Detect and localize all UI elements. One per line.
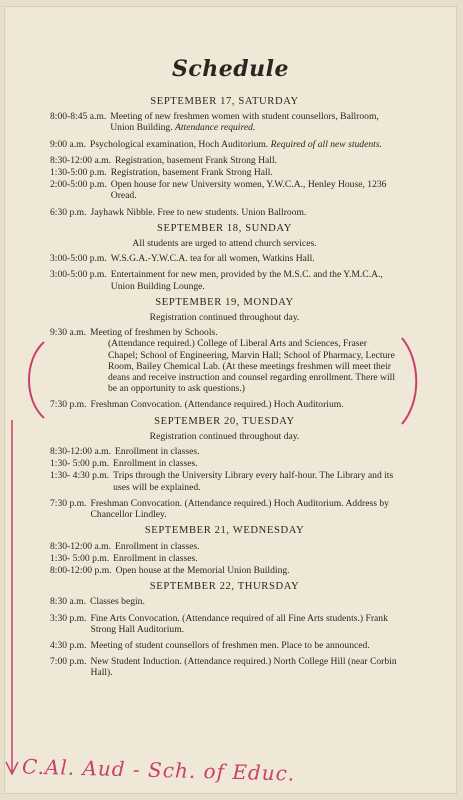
entry-time: 9:30 a.m. <box>50 327 86 339</box>
entry-text: Jayhawk Nibble. Free to new students. Union Ballroom. <box>90 206 307 218</box>
entry-time: 8:00-12:00 p.m. <box>50 564 112 576</box>
day-note: Registration continued throughout day. <box>149 312 300 324</box>
entry-time: 8:30-12:00 a.m. <box>50 540 112 552</box>
entry-text: New Student Induction. (Attendance required.) North College Hill (near Corbin Hall). <box>90 656 397 679</box>
entry-text: Registration, basement Frank Strong Hall. <box>110 167 273 179</box>
day-note: Registration continued throughout day. <box>149 430 300 442</box>
entry-details: (Attendance required.) College of Liberal Arts and Sciences, Fraser Chapel; School of Engineering, Marvin Hall; School of Pharmacy, Lecture Room, Bailey Chemical Lab. (At these meetings freshmen will meet their deans and receive instruction and counsel regarding enrollment. There will be an opportunity to ask questions.) <box>107 338 395 395</box>
day-note: All students are urged to attend church services. <box>132 238 317 250</box>
entry-text: Meeting of freshmen by Schools. <box>89 327 218 339</box>
day-heading: SEPTEMBER 18, SUNDAY <box>157 222 292 234</box>
entry-description <box>91 207 399 218</box>
entry-time: 8:30-12:00 a.m. <box>50 446 112 458</box>
entry-description <box>116 565 399 576</box>
entry-text: Registration, basement Frank Strong Hall. <box>115 154 278 166</box>
schedule-entry <box>50 111 399 133</box>
entry-description <box>90 139 399 150</box>
schedule-entry <box>50 155 399 166</box>
entry-time: 1:30- 4:30 p.m. <box>50 470 110 482</box>
day-heading: SEPTEMBER 22, THURSDAY <box>149 581 300 593</box>
entry-text: Freshman Convocation. (Attendance required.) Hoch Auditorium. Address by Chancellor Lindley. <box>90 497 389 521</box>
page-title: Schedule <box>171 56 289 82</box>
schedule-entry <box>50 613 399 635</box>
entry-description <box>91 613 399 635</box>
entry-description <box>113 470 399 492</box>
schedule-entry <box>50 541 399 552</box>
entry-text: Enrollment in classes. <box>115 446 200 458</box>
schedule-entry <box>50 596 399 607</box>
entry-description <box>115 446 399 457</box>
day-heading: SEPTEMBER 19, MONDAY <box>155 296 294 308</box>
entry-description <box>113 553 399 564</box>
entry-text: Enrollment in classes. <box>113 552 198 564</box>
entry-text: Enrollment in classes. <box>115 540 200 552</box>
entry-description <box>90 596 399 607</box>
entry-time: 8:30 a.m. <box>50 596 86 608</box>
entry-time: 4:30 p.m. <box>50 639 87 651</box>
schedule-entry <box>50 207 399 218</box>
entry-text: Meeting of student counsellors of freshmen men. Place to be announced. <box>90 639 370 651</box>
entry-time: 7:30 p.m. <box>50 497 87 509</box>
schedule-entry <box>50 399 399 410</box>
entry-text: Enrollment in classes. <box>113 458 198 470</box>
entry-time: 9:00 a.m. <box>50 138 86 150</box>
entry-requirement: Required of all new students. <box>270 138 382 150</box>
schedule-entry <box>50 446 399 457</box>
day-heading: SEPTEMBER 21, WEDNESDAY <box>144 525 305 537</box>
schedule-entry <box>50 139 399 150</box>
entry-time: 3:30 p.m. <box>50 612 87 624</box>
entry-time: 3:00-5:00 p.m. <box>50 253 107 265</box>
schedule-entry <box>50 167 399 178</box>
entry-description <box>111 253 399 264</box>
entry-description <box>91 498 399 520</box>
schedule-entry <box>50 565 399 576</box>
entry-time: 1:30- 5:00 p.m. <box>50 552 110 564</box>
schedule-page <box>4 6 457 794</box>
entry-description <box>111 179 399 201</box>
entry-text: Open house for new University women, Y.W.C.A., Henley House, 1236 Oread. <box>110 179 387 202</box>
schedule-entry <box>50 656 399 678</box>
schedule-entry <box>50 470 399 492</box>
entry-time: 7:00 p.m. <box>50 656 87 668</box>
entry-description <box>113 458 399 469</box>
entry-text: Trips through the University Library every half-hour. The Library and its uses will be explained. <box>113 470 394 493</box>
schedule-entry <box>50 179 399 201</box>
entry-time: 8:00-8:45 a.m. <box>50 111 107 123</box>
entry-description <box>111 167 399 178</box>
entry-text: Classes begin. <box>89 596 145 608</box>
entry-description <box>111 269 399 291</box>
entry-description <box>91 399 399 410</box>
entry-time: 8:30-12:00 a.m. <box>50 154 112 166</box>
entry-text: Psychological examination, Hoch Auditorium. <box>89 138 269 150</box>
entry-text: Open house at the Memorial Union Building. <box>115 564 290 576</box>
schedule-entry <box>50 640 399 651</box>
entry-description <box>91 656 399 678</box>
handwritten-note: C.Al. Aud - Sch. of Educ. <box>21 754 296 786</box>
schedule-entry <box>50 498 399 520</box>
day-heading: SEPTEMBER 20, TUESDAY <box>154 415 295 427</box>
entry-description <box>115 155 399 166</box>
entry-time: 7:30 p.m. <box>50 399 87 411</box>
entry-time: 1:30- 5:00 p.m. <box>50 458 110 470</box>
schedule-entry <box>50 327 399 394</box>
schedule-entry <box>50 458 399 469</box>
entry-text: Fine Arts Convocation. (Attendance required of all Fine Arts students.) Frank Strong Hall Auditorium. <box>90 612 388 635</box>
entry-description <box>91 640 399 651</box>
entry-time: 1:30-5:00 p.m. <box>50 167 107 179</box>
entry-text: Entertainment for new men, provided by the M.S.C. and the Y.M.C.A., Union Building Lounge. <box>110 269 383 292</box>
day-heading: SEPTEMBER 17, SATURDAY <box>150 96 299 107</box>
entry-text: Meeting of new freshmen women with student counsellors, Ballroom, Union Building. <box>110 111 379 134</box>
schedule-entry <box>50 269 399 291</box>
entry-time: 2:00-5:00 p.m. <box>50 179 107 191</box>
entry-requirement: Attendance required. <box>175 122 256 134</box>
entry-time: 6:30 p.m. <box>50 206 87 218</box>
entry-description <box>90 327 399 394</box>
entry-text: W.S.G.A.-Y.W.C.A. tea for all women, Watkins Hall. <box>110 253 315 265</box>
schedule-entry <box>50 253 399 264</box>
entry-description <box>110 111 399 133</box>
entry-time: 3:00-5:00 p.m. <box>50 269 107 281</box>
schedule-content <box>50 92 399 684</box>
schedule-entry <box>50 553 399 564</box>
entry-text: Freshman Convocation. (Attendance required.) Hoch Auditorium. <box>90 399 344 411</box>
entry-description <box>115 541 399 552</box>
